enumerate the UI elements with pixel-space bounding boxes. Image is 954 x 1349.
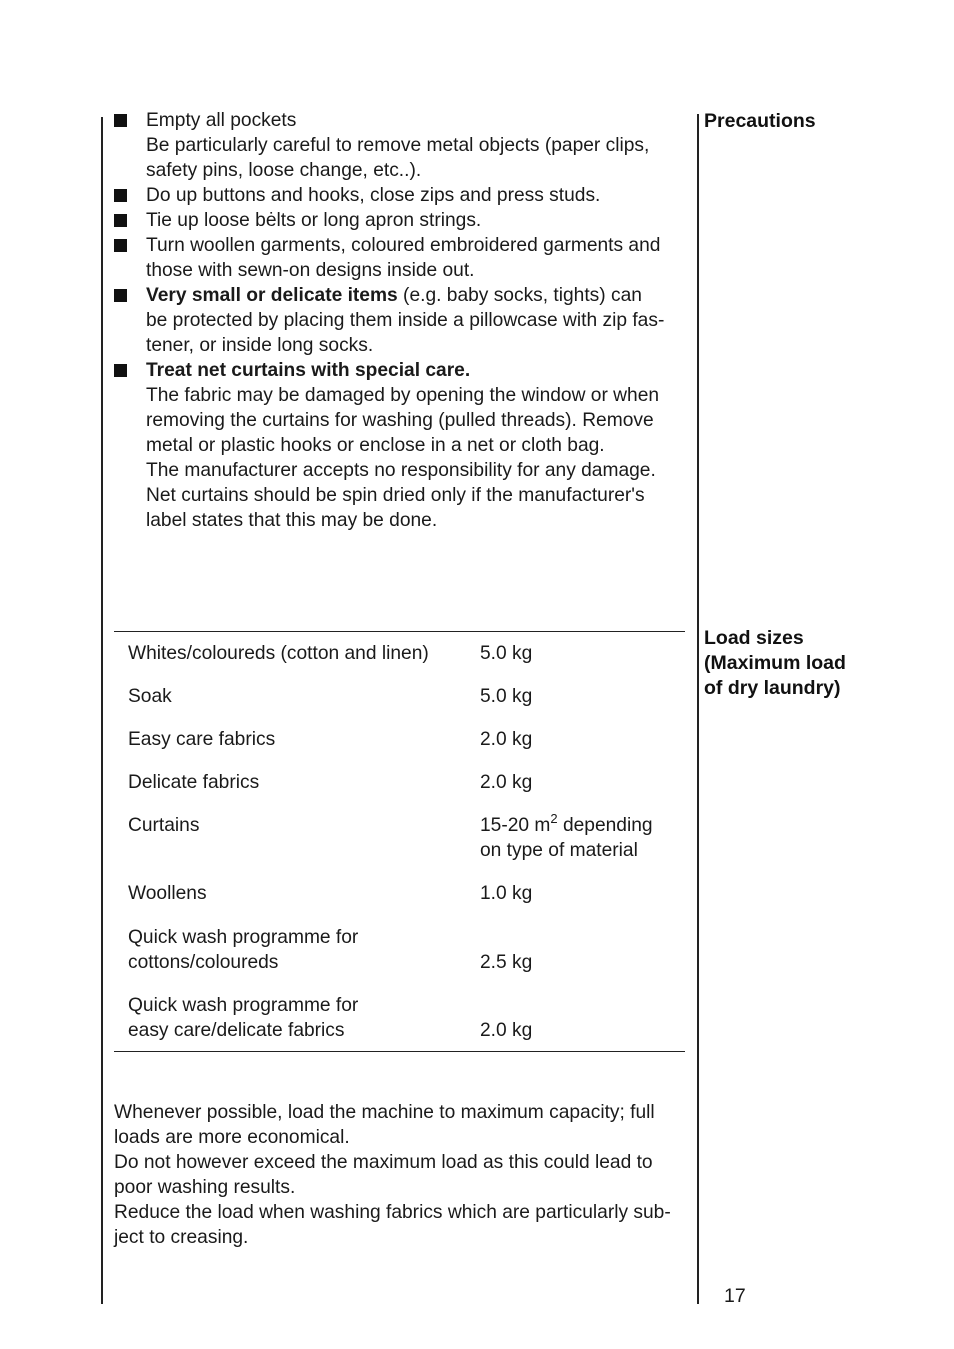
load-amount-suffix: depending <box>557 815 653 836</box>
load-sizes-heading-line: (Maximum load <box>704 652 846 674</box>
load-amount: 2.0 kg <box>480 729 533 750</box>
precaution-bold-lead: Treat net curtains with special care. <box>146 360 471 381</box>
load-sizes-heading-line: Load sizes <box>704 627 804 649</box>
precaution-line: Tie up loose bėlts or long apron strings. <box>146 210 482 231</box>
load-amount: 2.0 kg <box>480 1020 533 1041</box>
precaution-item-buttons <box>114 183 686 208</box>
load-amount: 15-20 m <box>480 815 551 836</box>
precaution-item-net-curtains <box>114 358 686 533</box>
precaution-line: be protected by placing them inside a pillowcase with zip fas- <box>146 310 665 331</box>
advice-line: Do not however exceed the maximum load as this could lead to <box>114 1152 653 1173</box>
load-category: Quick wash programme for <box>128 927 359 948</box>
precautions-heading: Precautions <box>704 110 816 132</box>
advice-line: Whenever possible, load the machine to maximum capacity; full <box>114 1102 655 1123</box>
precaution-line: removing the curtains for washing (pulled threads). Remove <box>146 410 654 431</box>
precaution-line: The manufacturer accepts no responsibility for any damage. <box>146 460 656 481</box>
load-amount: on type of material <box>480 840 638 861</box>
load-category: Curtains <box>128 815 200 836</box>
precaution-line: Net curtains should be spin dried only if the manufacturer's <box>146 485 645 506</box>
load-sizes-heading-line: of dry laundry) <box>704 677 841 699</box>
side-column-rule <box>697 114 699 1304</box>
page-number: 17 <box>724 1285 746 1307</box>
load-category: Soak <box>128 686 172 707</box>
bullet-square-icon <box>114 114 127 127</box>
load-category: Quick wash programme for <box>128 995 359 1016</box>
precaution-line: Empty all pockets <box>146 110 297 131</box>
load-category: easy care/delicate fabrics <box>128 1020 345 1041</box>
load-category: Woollens <box>128 883 207 904</box>
load-category: Whites/coloureds (cotton and linen) <box>128 643 429 664</box>
load-sizes-heading <box>704 626 846 701</box>
advice-line: Reduce the load when washing fabrics which are particularly sub- <box>114 1202 671 1223</box>
precaution-item-woollens <box>114 233 686 283</box>
bullet-square-icon <box>114 364 127 377</box>
precaution-line: tener, or inside long socks. <box>146 335 374 356</box>
load-amount: 2.0 kg <box>480 772 533 793</box>
load-sizes-table <box>114 631 685 1052</box>
load-amount: 2.5 kg <box>480 952 533 973</box>
advice-line: poor washing results. <box>114 1177 296 1198</box>
load-advice-paragraph <box>114 1100 686 1250</box>
precaution-line: those with sewn-on designs inside out. <box>146 260 475 281</box>
load-amount-superscript: 2 <box>550 811 558 826</box>
load-category: Easy care fabrics <box>128 729 276 750</box>
load-category: cottons/coloureds <box>128 952 279 973</box>
precaution-line: (e.g. baby socks, tights) can <box>397 285 642 306</box>
load-category: Delicate fabrics <box>128 772 260 793</box>
advice-line: ject to creasing. <box>114 1227 249 1248</box>
advice-line: loads are more economical. <box>114 1127 350 1148</box>
precaution-line: metal or plastic hooks or enclose in a net or cloth bag. <box>146 435 605 456</box>
bullet-square-icon <box>114 189 127 202</box>
precaution-line: label states that this may be done. <box>146 510 438 531</box>
bullet-square-icon <box>114 289 127 302</box>
load-amount: 5.0 kg <box>480 686 533 707</box>
precautions-list <box>114 108 686 533</box>
bullet-square-icon <box>114 214 127 227</box>
precaution-line: Be particularly careful to remove metal objects (paper clips, <box>146 135 650 156</box>
precaution-item-delicate <box>114 283 686 358</box>
load-amount: 1.0 kg <box>480 883 533 904</box>
bullet-square-icon <box>114 239 127 252</box>
load-amount: 5.0 kg <box>480 643 533 664</box>
left-margin-rule <box>101 117 103 1304</box>
precaution-line: Do up buttons and hooks, close zips and press studs. <box>146 185 601 206</box>
precaution-line: safety pins, loose change, etc..). <box>146 160 422 181</box>
precaution-line: The fabric may be damaged by opening the window or when <box>146 385 660 406</box>
precaution-bold-lead: Very small or delicate items <box>146 285 398 306</box>
precaution-item-belts <box>114 208 686 233</box>
precaution-line: Turn woollen garments, coloured embroidered garments and <box>146 235 661 256</box>
precaution-item-pockets <box>114 108 686 183</box>
